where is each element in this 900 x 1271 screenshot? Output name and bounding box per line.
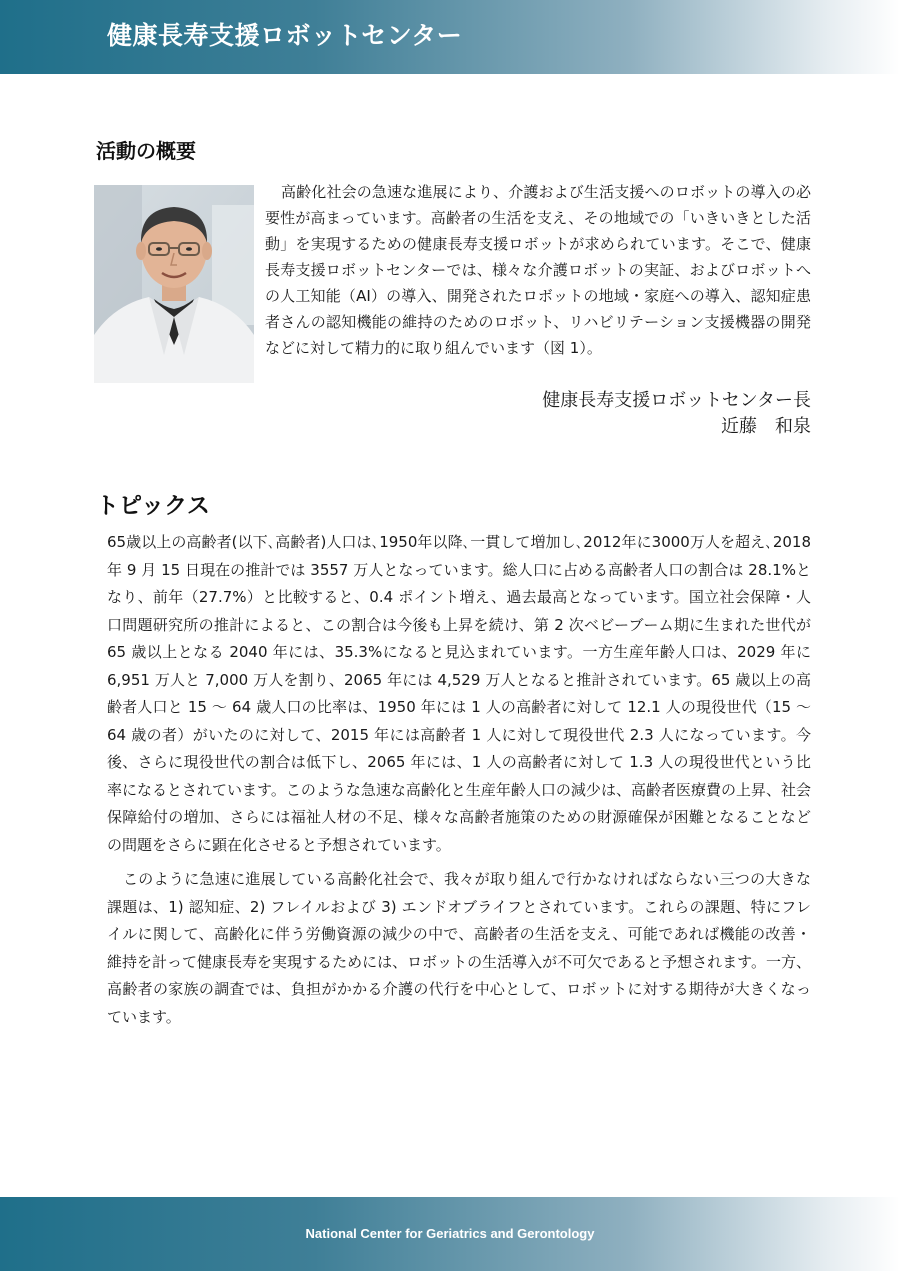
portrait-photo [94, 185, 254, 383]
topics-paragraph-2: このように急速に進展している高齢化社会で、我々が取り組んで行かなければならない三つの大きな課題は、1) 認知症、2) フレイルおよび 3) エンドオブライフとされています。これらの課題、特にフレイルに関して、高齢化に伴う労働資源の減少の中で、高齢者の生活を支え、可能であれば機能の改善・維持を計って健康長寿を実現するためには、ロボットの生活導入が不可欠であると予想されます。一方、高齢者の家族の調査では、負担がかかる介護の代行を中心として、ロボットに対する期待が大きくなっています。 [107, 870, 811, 1026]
topics-heading: トピックス [96, 493, 210, 519]
overview-heading: 活動の概要 [96, 139, 196, 163]
director-portrait [94, 185, 254, 383]
overview-text: 高齢化社会の急速な進展により、介護および生活支援へのロボットの導入の必要性が高まっています。高齢者の生活を支え、その地域での「いきいきとした活動」を実現するための健康長寿支援ロボットが求められています。そこで、健康長寿支援ロボットセンターでは、様々な介護ロボットの実証、およびロボットへの人工知能（AI）の導入、開発されたロボットの地域・家庭への導入、認知症患者さんの認知機能の維持のためのロボット、リハビリテーション支援機器の開発などに対して精力的に取り組んでいます（図 1）。 [265, 183, 811, 357]
topics-paragraph-1: 65歳以上の高齢者(以下､高齢者)人口は､1950年以降､一貫して増加し､2012年に3000万人を超え､2018 年 9 月 15 日現在の推計では 3557 万人となっています。総人口に占める高齢者人口の割合は 28.1%となり、前年（27.7%）と比較すると、0.4 ポイント増え、過去最高となっています。国立社会保障・人口問題研究所の推計によると、この割合は今後も上昇を続け、第 2 次ベビーブーム期に生まれた世代が 65 歳以上となる 2040 年には、35.3%になると見込まれています。一方生産年齢人口は、2029 年に 6,951 万人と 7,000 万人を割り、2065 年には 4,529 万人となると推計されています。65 歳以上の高齢者人口と 15 ～ 64 歳人口の比率は、1950 年には 1 人の高齢者に対して 12.1 人の現役世代（15 ～ 64 歳の者）がいたのに対して、2015 年には高齢者 1 人に対して現役世代 2.3 人になっています。今後、さらに現役世代の割合は低下し、2065 年には、1 人の高齢者に対して 1.3 人の現役世代という比率になるとされています。このような急速な高齢化と生産年齢人口の減少は、高齢者医療費の上昇、社会保障給付の増加、さらには福祉人材の不足、様々な高齢者施策のための財源確保が困難となることなどの問題をさらに顕在化させると予想されています。 [107, 533, 811, 854]
signature-title: 健康長寿支援ロボットセンター長 [542, 390, 811, 411]
footer-institution: National Center for Geriatrics and Gerontology [305, 1226, 595, 1241]
signature-block [542, 388, 811, 440]
topics-body [107, 529, 811, 1031]
page-title: 健康長寿支援ロボットセンター [107, 21, 463, 50]
signature-name: 近藤 和泉 [721, 416, 811, 437]
